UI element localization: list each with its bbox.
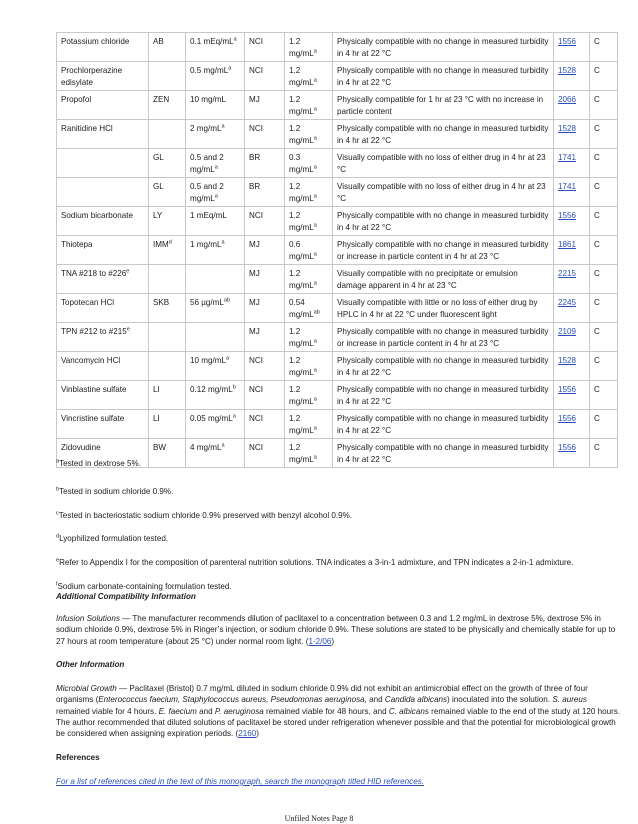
table-row (57, 323, 618, 352)
table-row (57, 265, 618, 294)
remarks-cell: Physically compatible with no change in measured turbidity in 4 hr at 22 °C (333, 352, 554, 381)
table-row (57, 294, 618, 323)
remarks-cell: Physically compatible with no change in measured turbidity in 4 hr at 22 °C (333, 410, 554, 439)
reference-link[interactable]: 1556 (558, 37, 577, 46)
paclitaxel-manufacturer-cell: NCI (245, 439, 285, 468)
reference-cell[interactable] (554, 149, 590, 178)
additional-heading: Additional Compatibility Information (56, 592, 196, 601)
concentration-cell: 56 $\mu g/mL^{ab}$ (186, 294, 245, 323)
drug-cell (57, 178, 149, 207)
manufacturer-cell (149, 352, 186, 381)
compatibility-code-cell: C (590, 149, 618, 178)
reference-cell[interactable] (554, 410, 590, 439)
footnote-b: $^b$Tested in sodium chloride 0.9%. (56, 486, 174, 496)
reference-link[interactable]: 2215 (558, 269, 577, 278)
concentration-cell: 0.5 and 2 $mg/mL^a$ (186, 178, 245, 207)
manufacturer-cell: GL (149, 178, 186, 207)
manufacturer-cell: BW (149, 439, 186, 468)
concentration-cell: 4 $mg/mL^a$ (186, 439, 245, 468)
table-row (57, 62, 618, 91)
microbial-paragraph: Microbial Growth — Paclitaxel (Bristol) 0.7 mg/mL diluted in sodium chloride 0.9% did not exhibit an antimicrobial effect on the growth of three of four organisms (Enterococcus faecium, Staphylococcus aureus, Pseudomonas aeruginosa, and Candida albicans) inoculated into the solution. S. aureus remained viable for 4 hours. E. faecium and P. aeruginosa remained viable for 48 hours, and C. albicans remained viable to the end of the study at 120 hours. The author recommended that diluted solutions of paclitaxel be stored under refrigeration whenever possible and that the potential for microbiological growth be considered when assigning expiration periods. (2160) (56, 684, 621, 739)
concentration-cell: 0.5 and 2 $mg/mL^a$ (186, 149, 245, 178)
reference-cell[interactable] (554, 323, 590, 352)
drug-cell: Sodium bicarbonate (57, 207, 149, 236)
other-heading: Other Information (56, 660, 125, 669)
manufacturer-cell (149, 120, 186, 149)
compatibility-code-cell: C (590, 62, 618, 91)
manufacturer-cell: LI (149, 410, 186, 439)
paclitaxel-concentration-cell: 1.2 $mg/mL^a$ (285, 120, 333, 149)
drug-cell: Zidovudine (57, 439, 149, 468)
compatibility-code-cell: C (590, 381, 618, 410)
paclitaxel-manufacturer-cell: NCI (245, 410, 285, 439)
footnote-d: $^d$Lyophilized formulation tested. (56, 533, 169, 543)
paclitaxel-concentration-cell: 0.6 $mg/mL^a$ (285, 236, 333, 265)
reference-link[interactable]: 1741 (558, 153, 577, 162)
page-footer: Unfiled Notes Page 8 (284, 814, 354, 823)
concentration-cell: 0.1 mEq/$mL^a$ (186, 33, 245, 62)
manufacturer-cell: IMM$^d$ (149, 236, 186, 265)
table-row (57, 207, 618, 236)
reference-link[interactable]: 1861 (558, 240, 577, 249)
footnote-f: $^f$Sodium carbonate-containing formulation tested. (56, 581, 232, 591)
compatibility-code-cell: C (590, 410, 618, 439)
paclitaxel-concentration-cell: 1.2 $mg/mL^a$ (285, 91, 333, 120)
paclitaxel-concentration-cell: 1.2 $mg/mL^a$ (285, 439, 333, 468)
reference-cell[interactable] (554, 439, 590, 468)
concentration-cell: 0.12 $mg/mL^b$ (186, 381, 245, 410)
table-row (57, 410, 618, 439)
paclitaxel-concentration-cell: 1.2 $mg/mL^a$ (285, 178, 333, 207)
concentration-cell: 2 $mg/mL^a$ (186, 120, 245, 149)
remarks-cell: Visually compatible with no loss of either drug in 4 hr at 23 °C (333, 178, 554, 207)
reference-cell[interactable] (554, 352, 590, 381)
reference-link[interactable]: 1556 (558, 211, 577, 220)
remarks-cell: Physically compatible for 1 hr at 23 °C with no increase in particle content (333, 91, 554, 120)
concentration-cell (186, 323, 245, 352)
remarks-cell: Physically compatible with no change in measured turbidity in 4 hr at 22 °C (333, 33, 554, 62)
remarks-cell: Physically compatible with no change in measured turbidity or increase in particle content in 4 hr at 23 °C (333, 323, 554, 352)
paclitaxel-manufacturer-cell: MJ (245, 265, 285, 294)
paclitaxel-concentration-cell: 1.2 $mg/mL^a$ (285, 33, 333, 62)
concentration-cell: 0.5 $mg/mL^a$ (186, 62, 245, 91)
reference-cell[interactable] (554, 120, 590, 149)
reference-cell[interactable] (554, 294, 590, 323)
infusion-ref-link[interactable]: 1-2/06 (308, 636, 332, 646)
references-link[interactable]: For a list of references cited in the text of this monograph, search the monograph titled HID references. (56, 777, 425, 786)
table-row (57, 149, 618, 178)
table-row (57, 33, 618, 62)
remarks-cell: Visually compatible with little or no loss of either drug by HPLC in 4 hr at 22 °C under fluorescent light (333, 294, 554, 323)
compatibility-code-cell: C (590, 294, 618, 323)
compatibility-code-cell: C (590, 33, 618, 62)
remarks-cell: Physically compatible with no change in measured turbidity in 4 hr at 22 °C (333, 381, 554, 410)
footnote-c: $^c$Tested in bacteriostatic sodium chloride 0.9% preserved with benzyl alcohol 0.9%. (56, 510, 353, 520)
footnote-e: $^e$Refer to Appendix I for the composition of parenteral nutrition solutions. TNA indicates a 3-in-1 admixture, and TPN indicates a 2-in-1 admixture. (56, 557, 574, 567)
reference-cell[interactable] (554, 236, 590, 265)
compatibility-code-cell: C (590, 120, 618, 149)
manufacturer-cell: LI (149, 381, 186, 410)
concentration-cell: 1 $mg/mL^a$ (186, 236, 245, 265)
microbial-ref-link[interactable]: 2160 (238, 729, 257, 739)
manufacturer-cell (149, 62, 186, 91)
manufacturer-cell: AB (149, 33, 186, 62)
compatibility-table (56, 32, 618, 468)
table-row (57, 236, 618, 265)
paclitaxel-manufacturer-cell: MJ (245, 236, 285, 265)
compatibility-code-cell: C (590, 91, 618, 120)
compatibility-code-cell: C (590, 178, 618, 207)
manufacturer-cell: GL (149, 149, 186, 178)
drug-cell: Prochlorperazine edisylate (57, 62, 149, 91)
paclitaxel-concentration-cell: 1.2 $mg/mL^a$ (285, 62, 333, 91)
paclitaxel-concentration-cell: 1.2 $mg/mL^a$ (285, 207, 333, 236)
reference-link[interactable]: 1741 (558, 182, 577, 191)
paclitaxel-manufacturer-cell: MJ (245, 323, 285, 352)
drug-cell: Vancomycin HCl (57, 352, 149, 381)
reference-cell[interactable] (554, 33, 590, 62)
drug-cell: Potassium chloride (57, 33, 149, 62)
remarks-cell: Physically compatible with no change in measured turbidity in 4 hr at 22 °C (333, 120, 554, 149)
reference-link[interactable]: 2109 (558, 327, 577, 336)
reference-cell[interactable] (554, 178, 590, 207)
remarks-cell: Visually compatible with no loss of either drug in 4 hr at 23 °C (333, 149, 554, 178)
compatibility-code-cell: C (590, 323, 618, 352)
reference-cell[interactable] (554, 207, 590, 236)
table-row (57, 381, 618, 410)
concentration-cell: 10 mg/mL (186, 91, 245, 120)
drug-cell: Topotecan HCl (57, 294, 149, 323)
paclitaxel-concentration-cell: 1.2 $mg/mL^a$ (285, 410, 333, 439)
infusion-paragraph: Infusion Solutions — The manufacturer recommends dilution of paclitaxel to a concentration between 0.3 and 1.2 mg/mL in dextrose 5%, dextrose 5% in sodium chloride 0.9%, dextrose 5% in Ringer’s injection, or sodium chloride 0.9%. These solutions are stated to be physically and chemically stable for up to 27 hours at room temperature (about 25 °C) under normal room light. (1-2/06) (56, 614, 616, 646)
remarks-cell: Visually compatible with no precipitate or emulsion damage apparent in 4 hr at 23 °C (333, 265, 554, 294)
concentration-cell: 1 mEq/mL (186, 207, 245, 236)
compatibility-code-cell: C (590, 236, 618, 265)
paclitaxel-concentration-cell: 1.2 $mg/mL^a$ (285, 323, 333, 352)
manufacturer-cell: ZEN (149, 91, 186, 120)
paclitaxel-concentration-cell: 0.3 $mg/mL^a$ (285, 149, 333, 178)
drug-cell: Vincristine sulfate (57, 410, 149, 439)
reference-cell[interactable] (554, 91, 590, 120)
reference-cell[interactable] (554, 381, 590, 410)
paclitaxel-manufacturer-cell: NCI (245, 352, 285, 381)
concentration-cell: 10 $mg/mL^a$ (186, 352, 245, 381)
paclitaxel-concentration-cell: 1.2 $mg/mL^a$ (285, 265, 333, 294)
paclitaxel-manufacturer-cell: NCI (245, 120, 285, 149)
manufacturer-cell (149, 323, 186, 352)
paclitaxel-manufacturer-cell: MJ (245, 294, 285, 323)
table-row (57, 91, 618, 120)
manufacturer-cell: SKB (149, 294, 186, 323)
paclitaxel-manufacturer-cell: MJ (245, 91, 285, 120)
drug-cell: TNA #218 to #226e (57, 265, 149, 294)
paclitaxel-manufacturer-cell: NCI (245, 207, 285, 236)
paclitaxel-concentration-cell: 1.2 $mg/mL^a$ (285, 352, 333, 381)
drug-cell (57, 149, 149, 178)
paclitaxel-manufacturer-cell: BR (245, 149, 285, 178)
reference-link[interactable]: 1528 (558, 356, 577, 365)
reference-link[interactable]: 1528 (558, 124, 577, 133)
table-row (57, 120, 618, 149)
table-row (57, 352, 618, 381)
reference-cell[interactable] (554, 62, 590, 91)
compatibility-code-cell: C (590, 352, 618, 381)
reference-cell[interactable] (554, 265, 590, 294)
paclitaxel-manufacturer-cell: NCI (245, 33, 285, 62)
compatibility-code-cell: C (590, 439, 618, 468)
drug-cell: Thiotepa (57, 236, 149, 265)
remarks-cell: Physically compatible with no change in measured turbidity in 4 hr at 22 °C (333, 62, 554, 91)
paclitaxel-manufacturer-cell: NCI (245, 62, 285, 91)
remarks-cell: Physically compatible with no change in measured turbidity in 4 hr at 22 °C (333, 207, 554, 236)
reference-link[interactable]: 1556 (558, 443, 577, 452)
drug-cell: Ranitidine HCl (57, 120, 149, 149)
remarks-cell: Physically compatible with no change in measured turbidity or increase in particle content in 4 hr at 23 °C (333, 236, 554, 265)
concentration-cell: 0.05 $mg/mL^a$ (186, 410, 245, 439)
paclitaxel-manufacturer-cell: BR (245, 178, 285, 207)
paclitaxel-manufacturer-cell: NCI (245, 381, 285, 410)
compatibility-code-cell: C (590, 207, 618, 236)
reference-link[interactable]: 1556 (558, 385, 577, 394)
compatibility-code-cell: C (590, 265, 618, 294)
reference-link[interactable]: 1556 (558, 414, 577, 423)
paclitaxel-concentration-cell: 0.54 $mg/mL^{ab}$ (285, 294, 333, 323)
reference-link[interactable]: 2066 (558, 95, 577, 104)
references-heading: References (56, 753, 100, 762)
reference-link[interactable]: 1528 (558, 66, 577, 75)
drug-cell: TPN #212 to #215e (57, 323, 149, 352)
drug-cell: Propofol (57, 91, 149, 120)
concentration-cell (186, 265, 245, 294)
footnote-a: $^a$Tested in dextrose 5%. (56, 458, 141, 468)
reference-link[interactable]: 2245 (558, 298, 577, 307)
manufacturer-cell (149, 265, 186, 294)
infusion-lead: Infusion Solutions (56, 614, 120, 623)
microbial-lead: Microbial Growth (56, 684, 117, 693)
manufacturer-cell: LY (149, 207, 186, 236)
table-row (57, 178, 618, 207)
drug-cell: Vinblastine sulfate (57, 381, 149, 410)
remarks-cell: Physically compatible with no change in measured turbidity in 4 hr at 22 °C (333, 439, 554, 468)
paclitaxel-concentration-cell: 1.2 $mg/mL^a$ (285, 381, 333, 410)
